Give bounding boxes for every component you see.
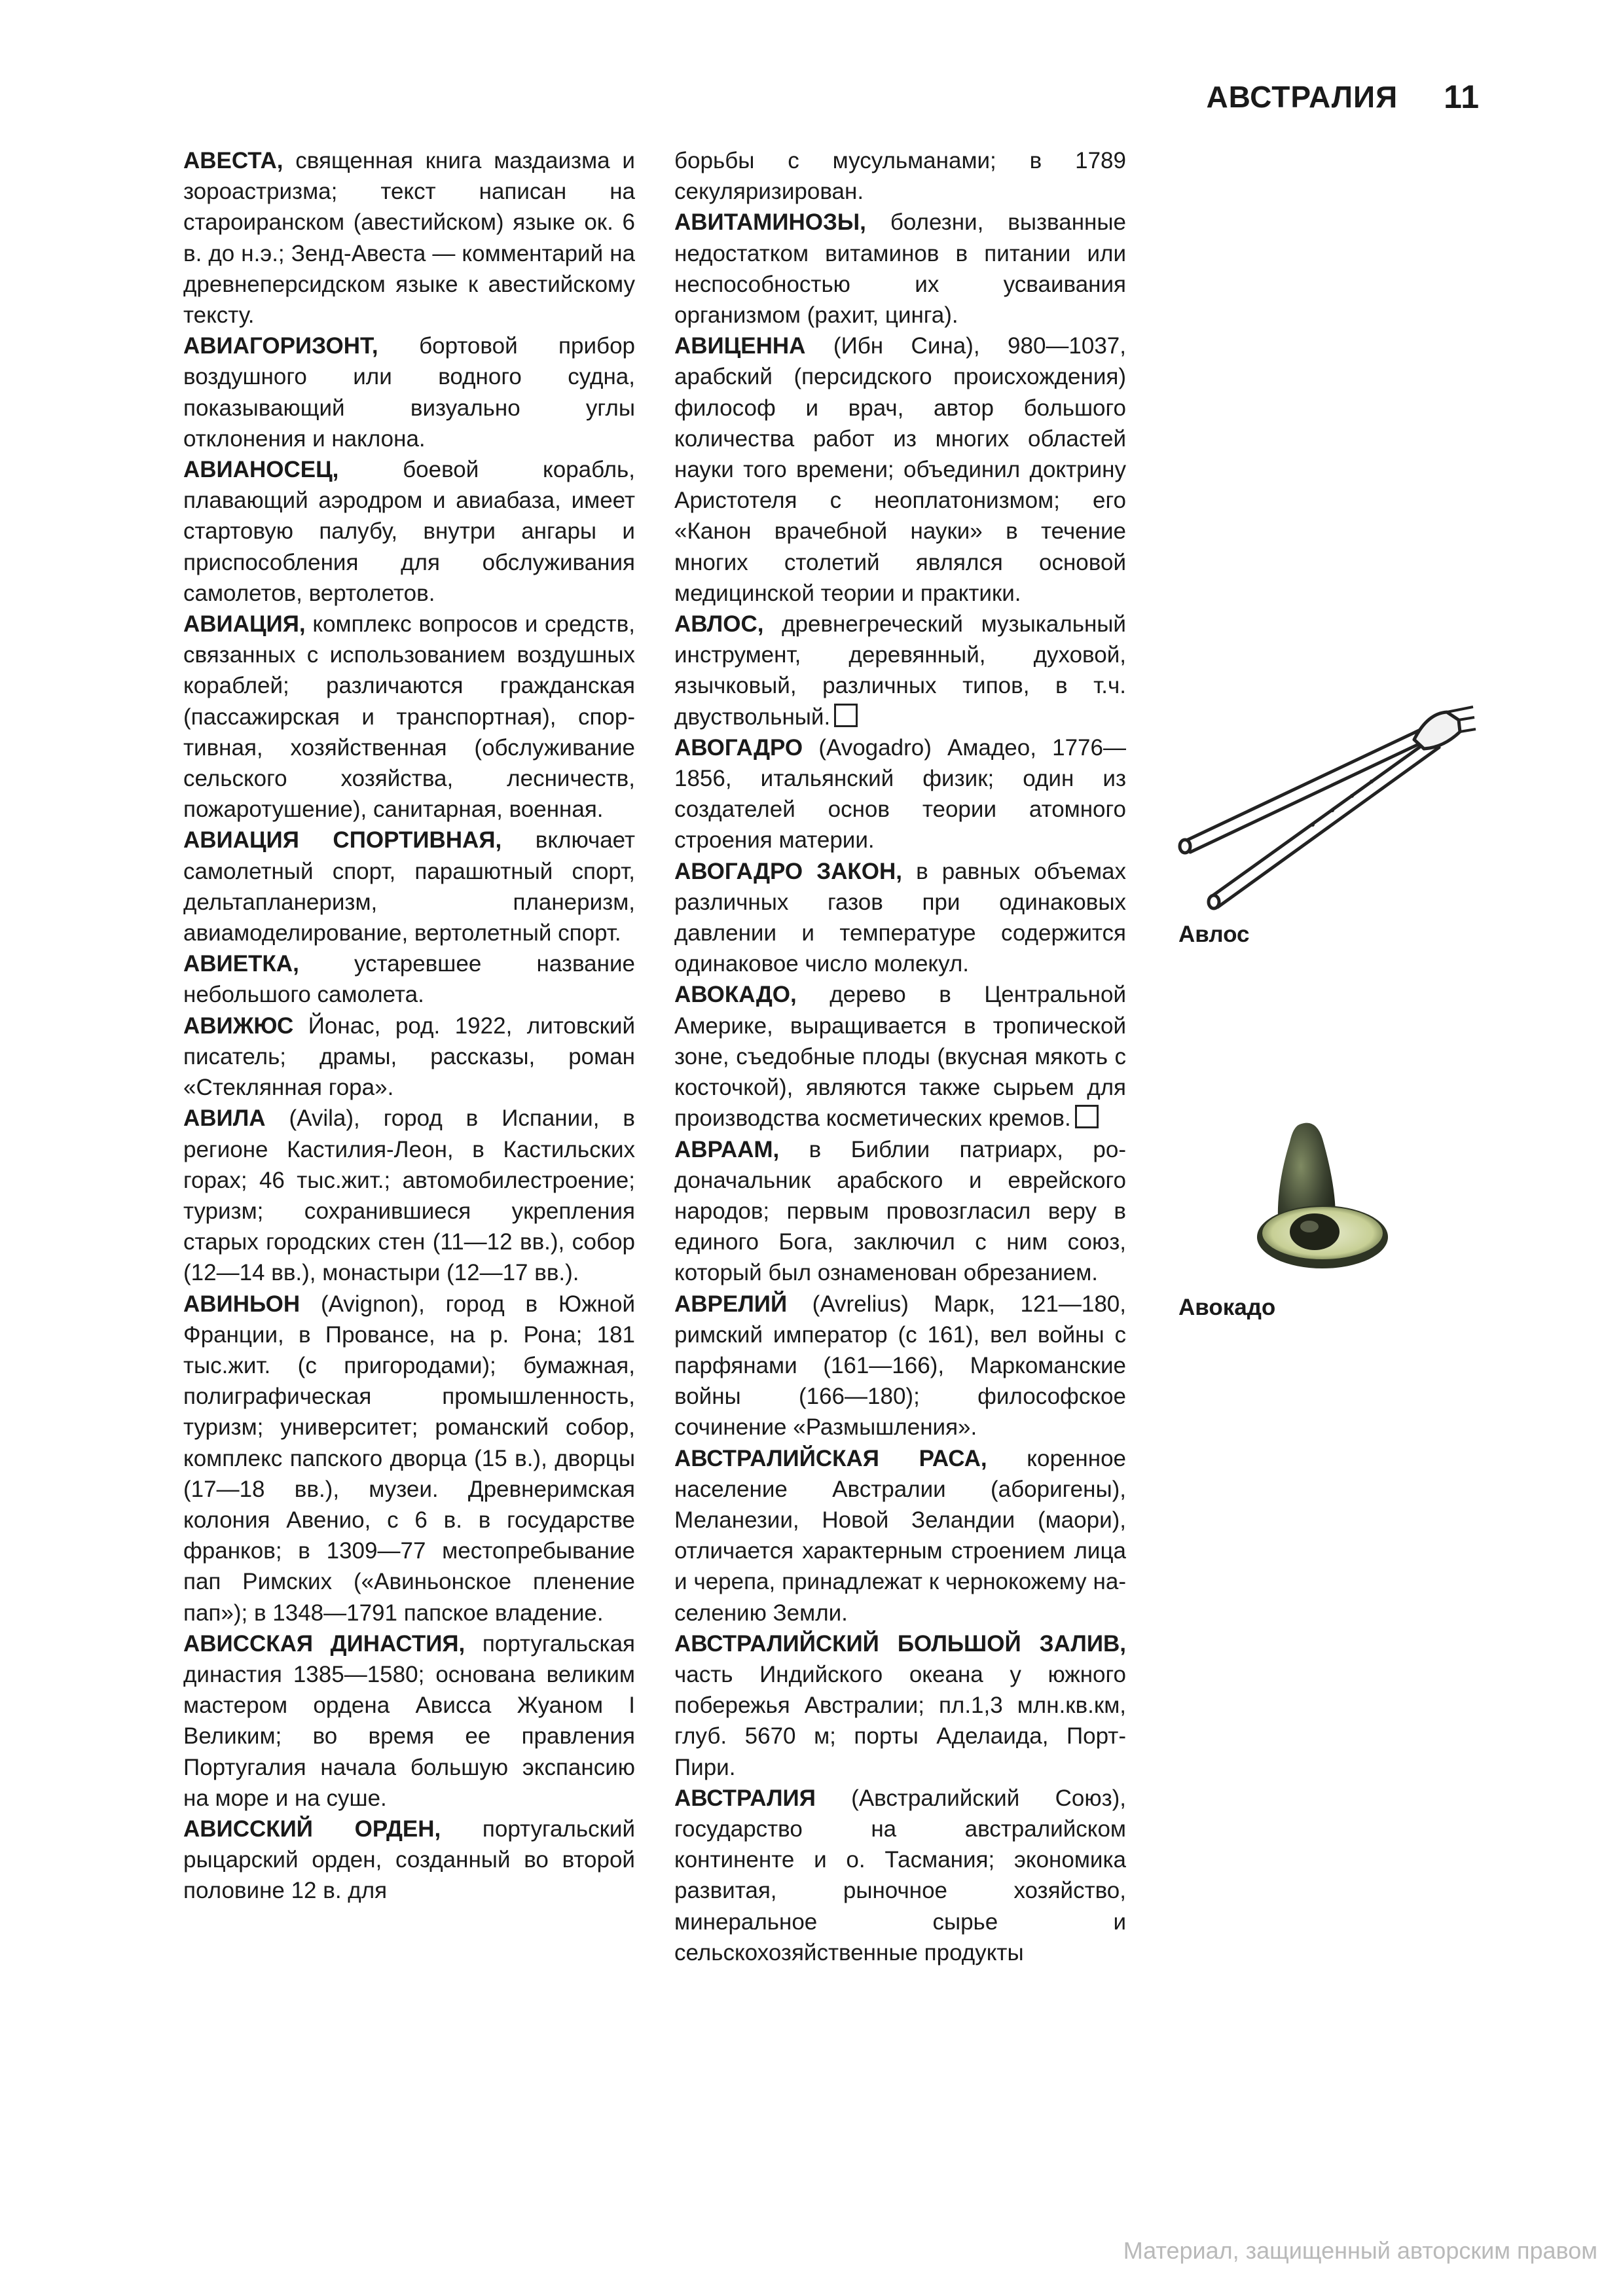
entry-headword: АВСТРАЛИЯ (674, 1785, 816, 1811)
entry-headword: АВСТРАЛИЙСКАЯ РАСА, (674, 1445, 987, 1471)
entry-continuation (674, 145, 1126, 207)
entry (674, 979, 1126, 1134)
entry-body: священная книга маздаизма и зороастризма; текст написан на староиранском (авестийском) языке ок. 6 в. до н.э.; Зенд-Авеста — комментарий на древнеперсидском языке к авестийскому тексту. (183, 148, 635, 329)
entry-headword: АВЕСТА, (183, 148, 283, 173)
entry-headword: АВИССКАЯ ДИНАСТИЯ, (183, 1630, 465, 1657)
running-title: АВСТРАЛИЯ (1206, 80, 1398, 114)
entry (674, 1783, 1126, 1968)
aulos-illustration (1165, 700, 1480, 916)
right-column (674, 145, 1126, 1968)
entry (674, 732, 1126, 856)
entry-body: устаревшее название небольшого самолета. (183, 951, 635, 1008)
page-number: 11 (1444, 79, 1480, 115)
entry-body: Йонас, род. 1922, литовский писатель; драмы, рассказы, роман «Стеклянная гора». (183, 1013, 635, 1101)
entry-headword: АВЛОС, (674, 611, 764, 637)
entry (674, 1289, 1126, 1443)
entry (183, 948, 635, 1010)
entry-headword: АВИНЬОН (183, 1291, 301, 1317)
entry-body: португальский рыцарский орден, созданный во второй половине 12 в. для (183, 1816, 635, 1904)
entry (183, 1628, 635, 1814)
entry-body: древнегреческий музыкальный инструмент, деревянный, духовой, язычковый, различных типов, в т.ч. двуствольный. (674, 611, 1126, 730)
entry (183, 825, 635, 948)
illustration-marker-icon (1075, 1105, 1099, 1128)
entry-headword: АВРААМ, (674, 1136, 780, 1162)
entry-body: бортовой прибор воздушного или водного судна, показывающий визуально углы отклонения и наклона. (183, 333, 635, 452)
entry-headword: АВИССКИЙ ОРДЕН, (183, 1816, 441, 1842)
entry (183, 454, 635, 609)
entry (183, 145, 635, 331)
entry-headword: АВИАЦИЯ, (183, 611, 306, 637)
entry (183, 1814, 635, 1907)
entry-body: дерево в Центральной Америке, выращивается в тропической зоне, съедобные плоды (вкусная мякоть с косточкой), являются также сырьем для производства косметических кремов. (674, 982, 1126, 1132)
entry (674, 331, 1126, 609)
entry-body: (Ибн Сина), 980—1037, арабский (персидского происхождения) философ и врач, автор большого количества работ из многих областей науки того времени; объединил доктрину Аристотеля с неоплатонизмом; его «Канон врачебной науки» в течение многих столетий являлся основой медицинской теории и практики. (674, 333, 1126, 606)
entry-body: (Avrelius) Марк, 121—180, римский император (с 161), вел войны с парфянами (161—166), Маркоманские войны (166—180); философское сочинение «Размышления». (674, 1291, 1126, 1441)
entry (183, 1011, 635, 1103)
entry-headword: АВОКАДО, (674, 982, 797, 1008)
entry (674, 1443, 1126, 1628)
entry (183, 331, 635, 454)
entry-headword: АВИАГОРИЗОНТ, (183, 333, 378, 359)
entry-headword: АВИЦЕННА (674, 333, 806, 359)
entry-headword: АВИЛА (183, 1105, 266, 1132)
copyright-watermark: Материал, защищенный авторским правом (1123, 2237, 1597, 2264)
entry-body: включает самолетный спорт, парашютный спорт, дельтапланеризм, планеризм, авиамоделирование, вертолетный спорт. (183, 827, 635, 946)
entry-body: (Австралийский Союз), государство на австралийском континенте и о. Тасмания; экономика развитая, рыночное хозяйство, минеральное сырье и сельскохозяйственные продукты (674, 1785, 1126, 1965)
entry (674, 1628, 1126, 1783)
entry-headword: АВОГАДРО (674, 734, 803, 761)
entry-headword: АВСТРАЛИЙСКИЙ БОЛЬШОЙ ЗАЛИВ, (674, 1630, 1126, 1657)
running-header (1165, 71, 1480, 123)
illustration-marker-icon (834, 704, 858, 727)
entry-body: португальская династия 1385—1580; основана великим мастером ордена Ависса Жуаном I Великим; во время ее правления Португалия начала большую экспансию на море и на суше. (183, 1630, 635, 1811)
entry-body: в Библии патриарх, родоначальник арабского и еврейского народов; первым провозгласил веру в единого Бога, заключил с ним союз, который был ознаменован обрезанием. (674, 1136, 1126, 1286)
entry (674, 1134, 1126, 1289)
left-column (183, 145, 635, 1907)
entry-body: коренное население Австралии (аборигены), Меланезии, Новой Зеландии (маори), отличается характерным строением лица и черепа, принадлежат к чернокожему населению Земли. (674, 1445, 1126, 1626)
aulos-caption: Авлос (1178, 922, 1250, 947)
entry-body: (Avila), город в Испании, в регионе Кастилия-Леон, в Кастильских горах; 46 тыс.жит.; автомобилестроение; туризм; сохранившиеся укрепления старых городских стен (11—12 вв.), собор (12—14 вв.), монастыри (12—17 вв.). (183, 1105, 635, 1286)
entry-body: боевой корабль, плавающий аэродром и авиабаза, имеет стартовую палубу, внутри ангары и приспособления для обслуживания самолетов, вертолетов. (183, 457, 635, 606)
entry (183, 1289, 635, 1628)
entry-headword: АВИТАМИНОЗЫ, (674, 209, 866, 236)
entry-headword: АВИЖЮС (183, 1013, 294, 1039)
entry-headword: АВОГАДРО ЗАКОН, (674, 858, 903, 884)
entry-body: борьбы с мусульманами; в 1789 секуляризирован. (674, 148, 1126, 205)
entry-body: болезни, вызванные недостатком витаминов в питании или неспособностью их усваивания организмом (рахит, цинга). (674, 209, 1126, 329)
entry-body: часть Индийского океана у южного побережья Австралии; пл.1,3 млн.кв.км, глуб. 5670 м; порты Аделаида, Порт-Пири. (674, 1661, 1126, 1780)
entry-body: комплекс вопросов и средств, связанных с использованием воздушных кораблей; различаются гражданская (пассажирская и транспортная), спортивная, хозяйственная (обслуживание сельского хозяйства, лесничеств, пожаротушение), санитарная, военная. (183, 611, 635, 823)
entry (674, 609, 1126, 732)
entry-headword: АВИЕТКА, (183, 951, 299, 977)
avocado-illustration (1237, 1113, 1395, 1283)
avocado-caption: Авокадо (1178, 1295, 1276, 1320)
entry-body: в равных объемах различных газов при одинаковых давлении и температуре содержится одинаковое число молекул. (674, 858, 1127, 977)
entry-headword: АВИАЦИЯ СПОРТИВНАЯ, (183, 827, 502, 853)
entry (674, 856, 1126, 980)
entry (183, 609, 635, 825)
entry (674, 207, 1126, 331)
entry-body: (Avignon), город в Южной Франции, в Провансе, на р. Рона; 181 тыс.жит. (с пригородами); бумажная, полиграфическая промышленность, туризм; университет; романский собор, комплекс папского дворца (15 в.), дворцы (17—18 вв.), музеи. Древнеримская колония Авенио, с 6 в. в государстве франков; в 1309—77 местопребывание пап Римских («Авиньонское пленение пап»); в 1348—1791 папское владение. (183, 1291, 635, 1626)
entry-headword: АВИАНОСЕЦ, (183, 457, 339, 483)
entry (183, 1103, 635, 1288)
entry-headword: АВРЕЛИЙ (674, 1291, 788, 1317)
entry-body: (Avogadro) Амадео, 1776—1856, итальянский физик; один из создателей основ теории атомного строения материи. (674, 734, 1126, 853)
